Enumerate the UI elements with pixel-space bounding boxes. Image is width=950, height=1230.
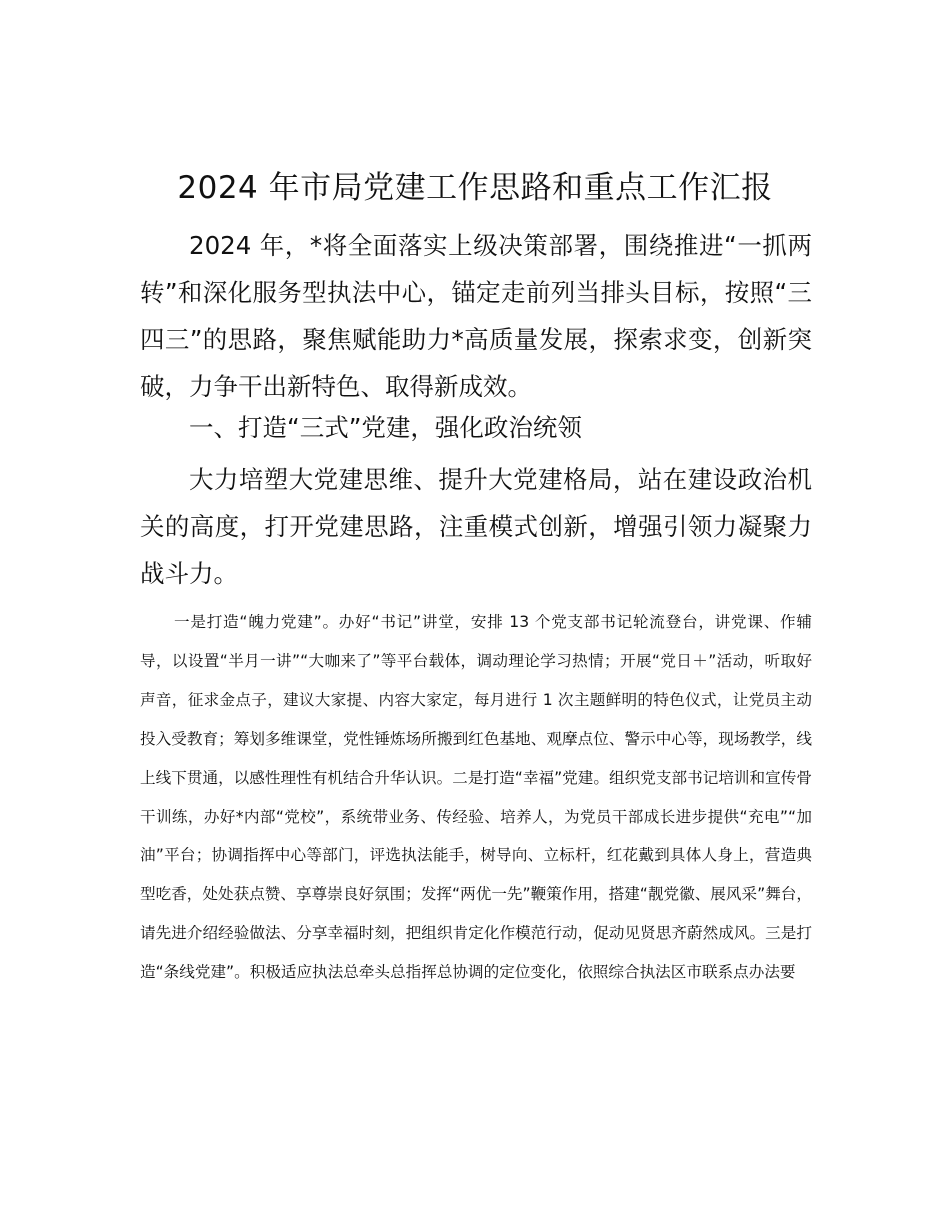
section-body-paragraph: 一是打造“魄力党建”。办好“书记”讲堂，安排 13 个党支部书记轮流登台，讲党课、作辅导，以设置“半月一讲”“大咖来了”等平台载体，调动理论学习热情；开展“党日＋”活动，听取好声音，征求金点子，建议大家提、内容大家定，每月进行 1 次主题鲜明的特色仪式，让党员主动投入受教育；筹划多维课堂，党性锤炼场所搬到红色基地、观摩点位、警示中心等，现场教学，线上线下贯通，以感性理性有机结合升华认识。二是打造“幸福”党建。组织党支部书记培训和宣传骨干训练，办好*内部“党校”，系统带业务、传经验、培养人，为党员干部成长进步提供“充电”“加油”平台；协调指挥中心等部门，评选执法能手，树导向、立标杆，红花戴到具体人身上，营造典型吃香，处处获点赞、享尊崇良好氛围；发挥“两优一先”鞭策作用，搭建“靓党徽、展风采”舞台，请先进介绍经验做法、分享幸福时刻，把组织肯定化作模范行动，促动见贤思齐蔚然成风。三是打造“条线党建”。积极适应执法总牵头总指挥总协调的定位变化，依照综合执法区市联系点办法要 — [140, 613, 812, 982]
section-heading: 一、打造“三式”党建，强化政治统领 — [189, 413, 582, 442]
intro-paragraph: 2024 年，*将全面落实上级决策部署，围绕推进“一抓两转”和深化服务型执法中心，锚定走前列当排头目标，按照“三四三”的思路，聚焦赋能助力*高质量发展，探索求变，创新突破，力争干出新特色、取得新成效。 — [140, 231, 812, 401]
section-intro-paragraph: 大力培塑大党建思维、提升大党建格局，站在建设政治机关的高度，打开党建思路，注重模式创新，增强引领力凝聚力战斗力。 — [140, 465, 812, 588]
document-title: 2024 年市局党建工作思路和重点工作汇报 — [177, 170, 773, 206]
